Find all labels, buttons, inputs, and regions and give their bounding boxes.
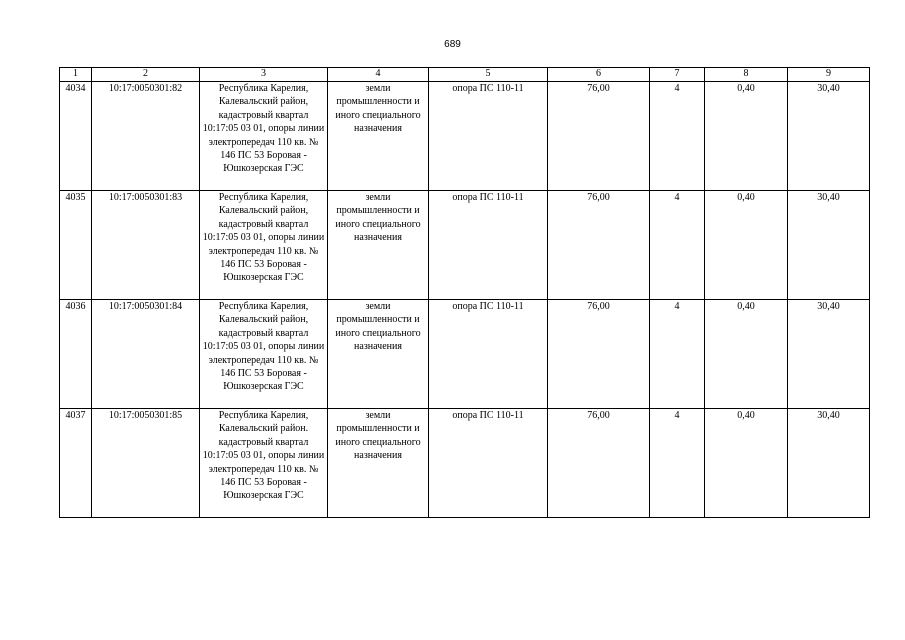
header-col-2: 2 bbox=[92, 68, 200, 82]
table-row bbox=[60, 409, 870, 518]
cadastral-number: 10:17:0050301:82 bbox=[92, 82, 200, 191]
table-header-row bbox=[60, 68, 870, 82]
header-col-6: 6 bbox=[548, 68, 650, 82]
header-col-9: 9 bbox=[788, 68, 870, 82]
row-number: 4035 bbox=[60, 191, 92, 300]
value-col-8: 0,40 bbox=[705, 300, 788, 409]
value-col-6: 76,00 bbox=[548, 191, 650, 300]
value-col-9: 30,40 bbox=[788, 82, 870, 191]
land-category: земли промышленности и иного специального назначения bbox=[328, 409, 429, 518]
value-col-8: 0,40 bbox=[705, 191, 788, 300]
location-address: Республика Карелия, Калевальский район, кадастровый квартал 10:17:05 03 01, опоры линии электропередач 110 кв. № 146 ПС 53 Боровая - Юшкозерская ГЭС bbox=[200, 82, 328, 191]
location-address: Республика Карелия, Калевальский район, кадастровый квартал 10:17:05 03 01, опоры линии электропередач 110 кв. № 146 ПС 53 Боровая - Юшкозерская ГЭС bbox=[200, 191, 328, 300]
value-col-6: 76,00 bbox=[548, 300, 650, 409]
value-col-8: 0,40 bbox=[705, 82, 788, 191]
cadastral-number: 10:17:0050301:83 bbox=[92, 191, 200, 300]
location-address: Республика Карелия, Калевальский район, кадастровый квартал 10:17:05 03 01, опоры линии электропередач 110 кв. № 146 ПС 53 Боровая - Юшкозерская ГЭС bbox=[200, 300, 328, 409]
object-type: опора ПС 110-11 bbox=[429, 409, 548, 518]
land-category: земли промышленности и иного специального назначения bbox=[328, 300, 429, 409]
value-col-9: 30,40 bbox=[788, 191, 870, 300]
table-row bbox=[60, 300, 870, 409]
value-col-6: 76,00 bbox=[548, 409, 650, 518]
page-number: 689 bbox=[444, 39, 461, 50]
header-col-1: 1 bbox=[60, 68, 92, 82]
cadastral-number: 10:17:0050301:85 bbox=[92, 409, 200, 518]
value-col-8: 0,40 bbox=[705, 409, 788, 518]
value-col-9: 30,40 bbox=[788, 409, 870, 518]
table-row bbox=[60, 191, 870, 300]
object-type: опора ПС 110-11 bbox=[429, 191, 548, 300]
value-col-7: 4 bbox=[650, 82, 705, 191]
header-col-4: 4 bbox=[328, 68, 429, 82]
value-col-9: 30,40 bbox=[788, 300, 870, 409]
row-number: 4034 bbox=[60, 82, 92, 191]
row-number: 4036 bbox=[60, 300, 92, 409]
header-col-7: 7 bbox=[650, 68, 705, 82]
land-category: земли промышленности и иного специального назначения bbox=[328, 191, 429, 300]
row-number: 4037 bbox=[60, 409, 92, 518]
cadastral-number: 10:17:0050301:84 bbox=[92, 300, 200, 409]
value-col-6: 76,00 bbox=[548, 82, 650, 191]
value-col-7: 4 bbox=[650, 300, 705, 409]
header-col-8: 8 bbox=[705, 68, 788, 82]
header-col-5: 5 bbox=[429, 68, 548, 82]
object-type: опора ПС 110-11 bbox=[429, 82, 548, 191]
value-col-7: 4 bbox=[650, 191, 705, 300]
table-row bbox=[60, 82, 870, 191]
location-address: Республика Карелия, Калевальский район. кадастровый квартал 10:17:05 03 01, опоры линии электропередач 110 кв. № 146 ПС 53 Боровая - Юшкозерская ГЭС bbox=[200, 409, 328, 518]
header-col-3: 3 bbox=[200, 68, 328, 82]
land-registry-table bbox=[59, 67, 870, 518]
value-col-7: 4 bbox=[650, 409, 705, 518]
object-type: опора ПС 110-11 bbox=[429, 300, 548, 409]
land-category: земли промышленности и иного специального назначения bbox=[328, 82, 429, 191]
